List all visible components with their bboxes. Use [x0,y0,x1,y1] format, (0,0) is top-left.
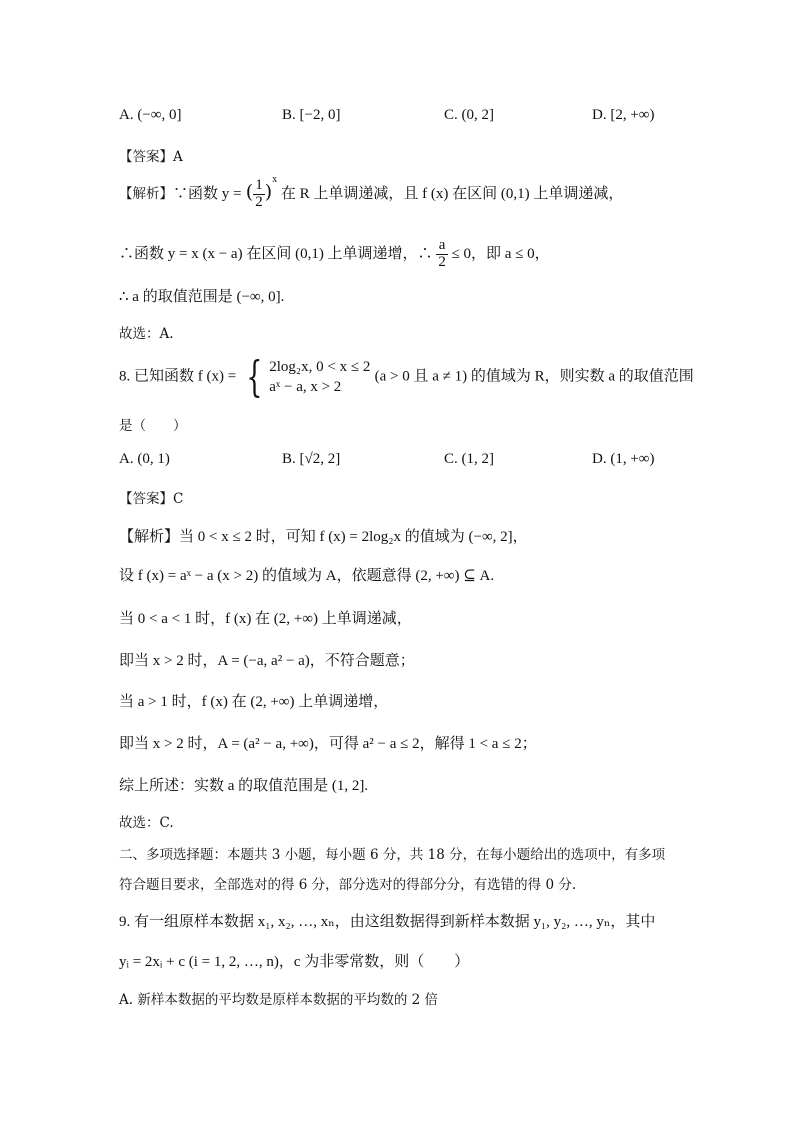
section2-line-1: 二、多项选择题：本题共 3 小题，每小题 6 分，共 18 分，在每小题给出的选项中，有多项 [119,847,666,863]
q7-analysis-text: ∵函数 y = [173,185,242,202]
q8-option-b: B. [√2, 2] [282,451,341,467]
q7-option-b: B. [−2, 0] [282,107,341,123]
q7-analysis-line-1 [119,174,624,211]
fraction-numerator: a [436,238,448,255]
q7-analysis-line-3: ∴ a 的取值范围是 (−∞, 0]. [119,289,285,305]
q8-analysis-4: 即当 x > 2 时，A = (−a, a² − a)，不符合题意； [119,653,415,669]
fraction-denominator: 2 [255,193,263,210]
case-1: 2log₂x, 0 < x ≤ 2 [269,358,371,375]
q8-option-c: C. (1, 2] [444,451,494,467]
case-2: aˣ − a, x > 2 [269,379,342,395]
q7-analysis-line-2 [119,238,550,271]
q9-line-1: 9. 有一组原样本数据 x₁, x₂, …, xₙ，由这组数据得到新样本数据 y₁, y₂, …, yₙ，其中 [119,914,656,930]
fraction-numerator: 1 [255,177,263,193]
q8-option-a: A. (0, 1) [119,451,170,467]
fraction-one-half [253,178,265,211]
q7-analysis-line2-b: ≤ 0，即 a ≤ 0， [447,245,550,262]
q8-choose: 故选：C. [119,815,174,831]
right-paren: ) [264,180,273,203]
q9-option-a: A. 新样本数据的平均数是原样本数据的平均数的 2 倍 [119,992,439,1008]
q8-analysis-6: 即当 x > 2 时，A = (a² − a, +∞)，可得 a² − a ≤ 2，解得 1 < a ≤ 2； [119,736,537,752]
q8-analysis-1: 【解析】当 0 < x ≤ 2 时，可知 f (x) = 2log₂x 的值域为 (−∞, 2]， [119,529,528,545]
q8-analysis-7: 综上所述：实数 a 的取值范围是 (1, 2]. [119,778,369,794]
q8-prefix: 8. 已知函数 f (x) = [119,368,237,385]
q8-analysis-2: 设 f (x) = aˣ − a (x > 2) 的值域为 A，依题意得 (2, +∞) ⊆ A. [119,568,495,584]
analysis-tag: 【解析】 [119,185,173,202]
q8-stem-line-1 [119,352,694,401]
q8-suffix: (a > 0 且 a ≠ 1) 的值域为 R，则实数 a 的取值范围 [374,368,694,385]
q8-analysis-3: 当 0 < a < 1 时，f (x) 在 (2, +∞) 上单调递减， [119,611,412,627]
q8-analysis-5: 当 a > 1 时，f (x) 在 (2, +∞) 上单调递增， [119,694,389,710]
q8-stem-line-2: 是（ ） [119,418,187,434]
left-paren: ( [245,180,254,203]
q7-option-c: C. (0, 2] [444,107,494,123]
q7-analysis-text-b: 在 R 上单调递减，且 f (x) 在区间 (0,1) 上单调递减， [277,185,624,202]
q9-line-2: yᵢ = 2xᵢ + c (i = 1, 2, …, n)，c 为非零常数，则（ ） [119,954,470,970]
q8-answer: 【答案】C [119,491,184,507]
q7-option-a: A. (−∞, 0] [119,107,182,123]
q7-analysis-line2-a: ∴函数 y = x (x − a) 在区间 (0,1) 上单调递增，∴ [119,245,437,262]
fraction-denominator: 2 [438,253,446,270]
q7-answer: 【答案】A [119,149,183,165]
piecewise-function [241,352,371,401]
section2-line-2: 符合题目要求，全部选对的得 6 分，部分选对的得部分分，有选错的得 0 分. [119,877,577,893]
fraction-a-over-2 [436,238,448,271]
q8-option-d: D. (1, +∞) [592,451,655,467]
q7-option-d: D. [2, +∞) [592,107,655,123]
left-brace: { [245,352,262,401]
q7-choose: 故选：A. [119,326,174,342]
exponent: x [272,174,278,186]
